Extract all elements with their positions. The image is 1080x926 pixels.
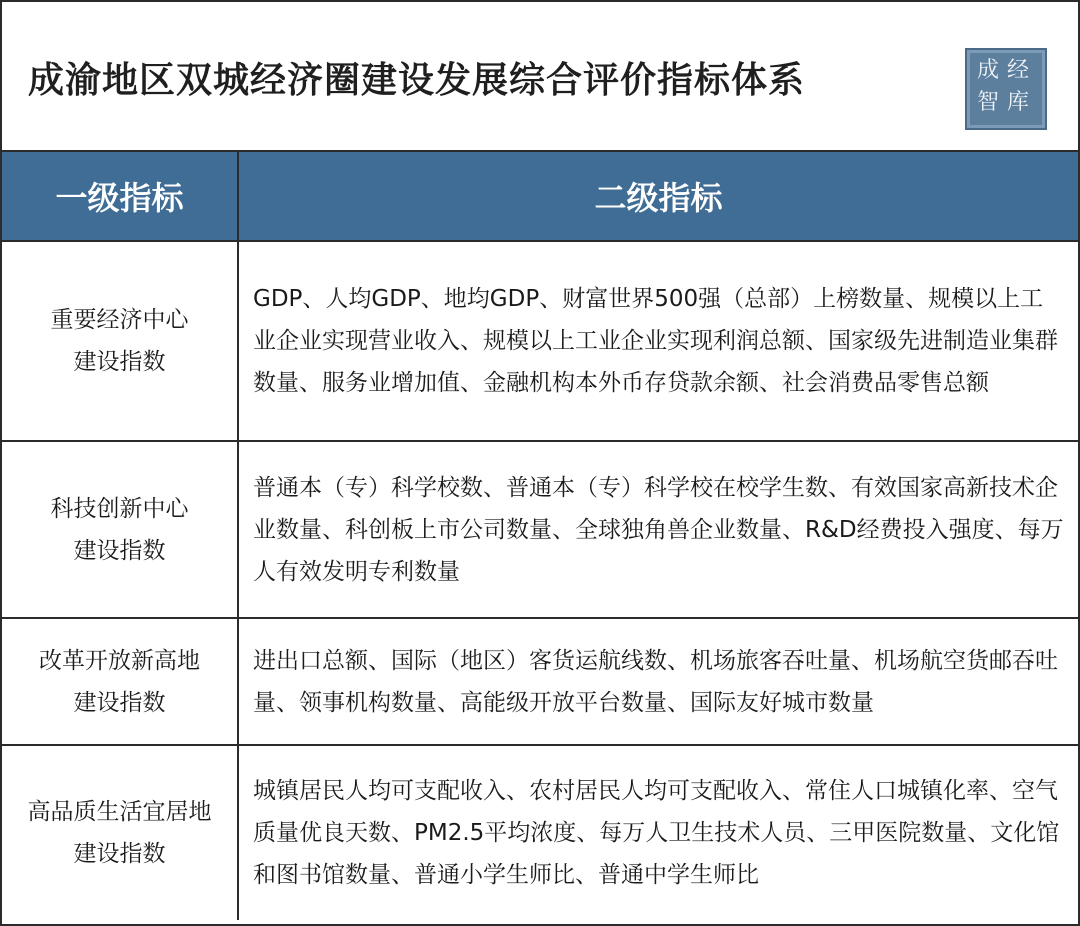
first-level-cell	[2, 241, 238, 441]
table-row	[2, 241, 1078, 441]
header-second-level: 二级指标	[238, 152, 1078, 241]
logo-char: 经	[1007, 58, 1030, 83]
logo-char: 智	[977, 90, 1000, 115]
logo-char: 库	[1007, 90, 1030, 115]
first-level-cell	[2, 441, 238, 618]
first-level-line: 建设指数	[73, 689, 166, 716]
header-first-level: 一级指标	[2, 152, 238, 241]
first-level-cell	[2, 745, 238, 920]
table-header-row	[2, 152, 1078, 241]
first-level-line: 重要经济中心	[50, 307, 189, 333]
second-level-cell: 城镇居民人均可支配收入、农村居民人均可支配收入、常住人口城镇化率、空气质量优良天数、PM2.5平均浓度、每万人卫生技术人员、三甲医院数量、文化馆和图书馆数量、普通小学生师比、普通中学生师比	[253, 778, 1060, 888]
title-bar	[2, 2, 1078, 152]
table-row	[2, 745, 1078, 920]
first-level-cell	[2, 618, 238, 745]
second-level-cell: GDP、人均GDP、地均GDP、财富世界500强（总部）上榜数量、规模以上工业企业实现营业收入、规模以上工业企业实现利润总额、国家级先进制造业集群数量、服务业增加值、金融机构本外币存贷款余额、社会消费品零售总额	[238, 241, 1078, 441]
first-level-line: 科技创新中心	[50, 495, 189, 522]
logo-char: 成	[977, 58, 1000, 83]
first-level-line: 建设指数	[73, 349, 166, 375]
page-title: 成渝地区双城经济圈建设发展综合评价指标体系	[28, 60, 806, 101]
second-level-cell: 普通本（专）科学校数、普通本（专）科学校在校学生数、有效国家高新技术企业数量、科创板上市公司数量、全球独角兽企业数量、R&D经费投入强度、每万人有效发明专利数量	[238, 441, 1078, 618]
second-level-cell: 进出口总额、国际（地区）客货运航线数、机场旅客吞吐量、机场航空货邮吞吐量、领事机构数量、高能级开放平台数量、国际友好城市数量	[238, 618, 1078, 745]
first-level-line: 建设指数	[73, 841, 166, 867]
first-level-line: 高品质生活宜居地	[27, 799, 212, 825]
think-tank-logo	[965, 48, 1047, 130]
table-row	[2, 441, 1078, 618]
first-level-line: 改革开放新高地	[39, 647, 200, 674]
table-row	[2, 618, 1078, 745]
indicator-table	[2, 152, 1078, 920]
first-level-line: 建设指数	[73, 537, 166, 564]
